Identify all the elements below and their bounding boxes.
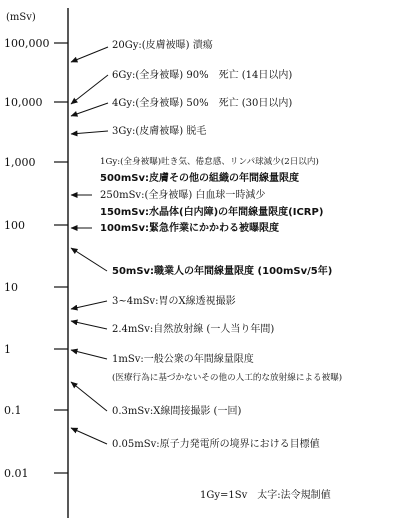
- annotation-0-3msv: 0.3mSv:X線間接撮影 (一回): [112, 406, 242, 417]
- axis-unit-label: (mSv): [6, 12, 36, 23]
- arrow: [71, 47, 108, 62]
- tick-label: 0.01: [4, 467, 29, 480]
- tick-label: 1: [4, 343, 11, 356]
- annotation-3gy: 3Gy:(皮膚被曝) 脱毛: [112, 126, 207, 137]
- tick-label: 100,000: [4, 37, 50, 50]
- arrow: [71, 321, 107, 329]
- annotation-4gy: 4Gy:(全身被曝) 50% 死亡 (30日以内): [112, 98, 293, 109]
- annotations: [100, 38, 342, 450]
- annotation-1gy: 1Gy:(全身被曝)吐き気、倦怠感、リンパ球減少(2日以内): [100, 157, 319, 167]
- annotation-2-4msv: 2.4mSv:自然放射線 (一人当り年間): [112, 324, 275, 335]
- annotation-100msv: 100mSv:緊急作業にかかわる被曝限度: [100, 223, 280, 234]
- arrow: [71, 131, 108, 134]
- tick-label: 0.1: [4, 404, 22, 417]
- arrow: [71, 350, 107, 359]
- annotation-500msv: 500mSv:皮膚その他の組織の年間線量限度: [100, 173, 300, 184]
- arrow: [71, 248, 107, 271]
- tick-label: 100: [4, 219, 25, 232]
- arrow: [71, 103, 108, 116]
- axis-tick-labels: [4, 37, 50, 480]
- arrow: [71, 382, 107, 411]
- arrow: [71, 75, 108, 104]
- annotation-20gy: 20Gy:(皮膚被曝) 潰瘍: [112, 40, 213, 51]
- arrow: [71, 428, 107, 444]
- annotation-3-4msv: 3~4mSv:胃のX線透視撮影: [112, 296, 236, 307]
- tick-label: 1,000: [4, 156, 36, 169]
- annotation-50msv: 50mSv:職業人の年間線量限度 (100mSv/5年): [112, 266, 333, 277]
- annotation-1msv-note: (医療行為に基づかないその他の人工的な放射線による被曝): [112, 373, 343, 383]
- annotation-6gy: 6Gy:(全身被曝) 90% 死亡 (14日以内): [112, 70, 293, 81]
- annotation-250msv: 250mSv:(全身被曝) 白血球一時減少: [100, 190, 266, 201]
- footer-legend: 1Gy=1Sv 太字:法令規制値: [200, 490, 331, 501]
- annotation-arrows: [71, 47, 108, 444]
- axis-ticks: [54, 43, 68, 473]
- tick-label: 10: [4, 281, 18, 294]
- tick-label: 10,000: [4, 96, 43, 109]
- arrow: [71, 301, 107, 309]
- annotation-150msv: 150mSv:水晶体(白内障)の年間線量限度(ICRP): [100, 207, 324, 218]
- annotation-0-05msv: 0.05mSv:原子力発電所の境界における目標値: [112, 439, 320, 450]
- annotation-1msv: 1mSv:一般公衆の年間線量限度: [112, 354, 254, 365]
